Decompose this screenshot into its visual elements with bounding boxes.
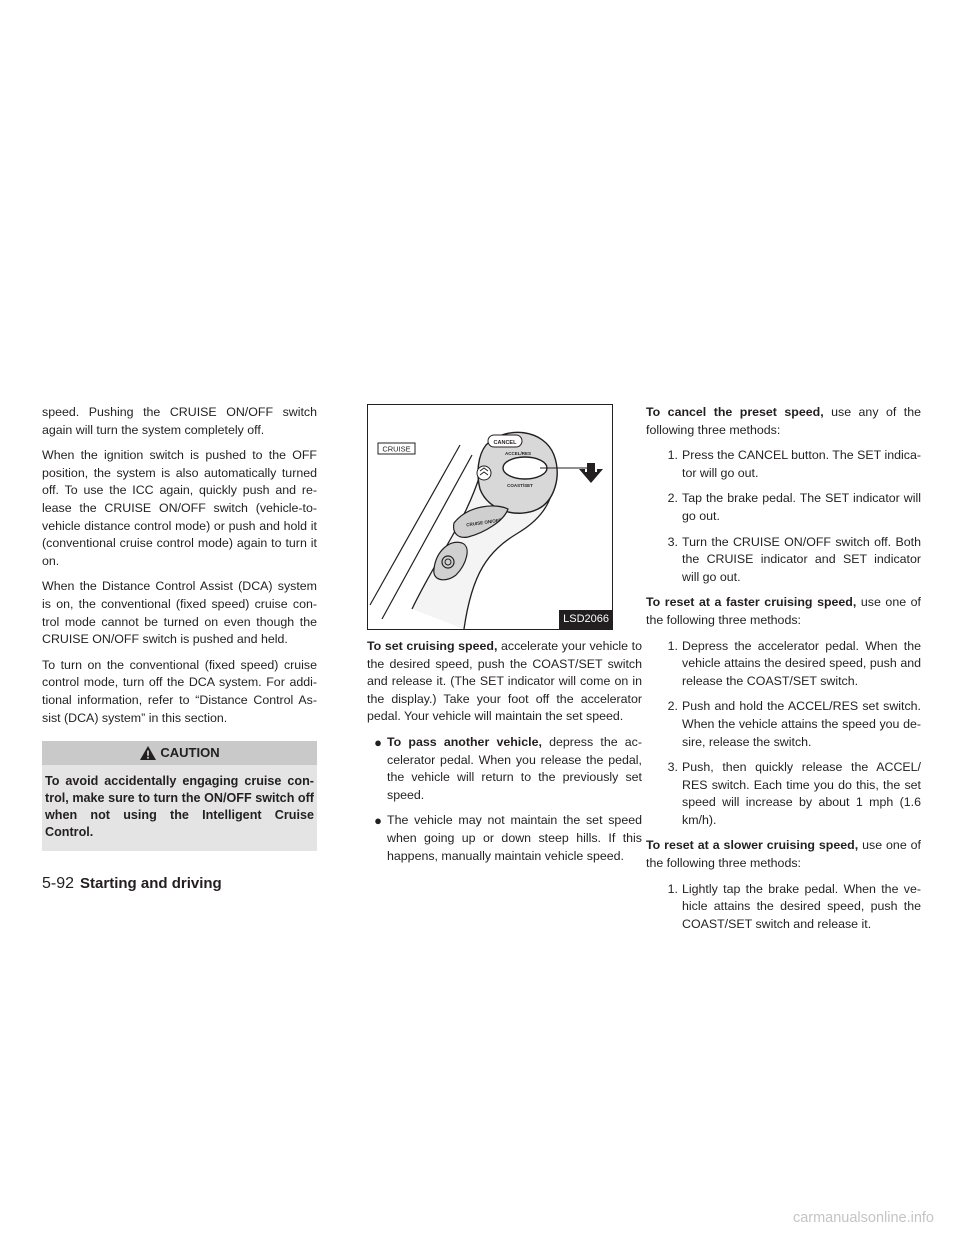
step-number: 2.	[667, 491, 678, 506]
caution-box	[42, 741, 317, 851]
caution-title: CAUTION	[160, 745, 220, 761]
slower-speed-lead: To reset at a slower cruising speed,	[646, 838, 859, 853]
faster-steps-list	[646, 638, 921, 830]
step-number: 3.	[667, 760, 678, 775]
step-text: Lightly tap the brake pedal. When the ve-hicle attains the desired speed, push the COAST/SET switch and release it.	[682, 881, 921, 931]
figure-id: LSD2066	[559, 610, 612, 629]
step-text: Push and hold the ACCEL/RES set switch. When the vehicle attains the speed you de-sire, release the switch.	[682, 699, 921, 749]
step-number: 1.	[667, 638, 678, 653]
watermark: carmanualsonline.info	[792, 1210, 934, 1226]
column-right	[646, 404, 921, 941]
slower-steps-list	[646, 881, 921, 934]
cancel-label: CANCEL	[493, 440, 517, 446]
list-item	[646, 534, 921, 587]
warning-icon	[139, 745, 157, 761]
paragraph: When the Distance Control Assist (DCA) system is on, the conventional (fixed speed) cruise con-trol mode cannot be turned on even though the CRUISE ON/OFF switch is pushed and held.	[42, 579, 317, 647]
cancel-steps-list	[646, 447, 921, 586]
bullet-dot-icon: ●	[374, 813, 382, 829]
cruise-onoff-label: CRUISE ON/OFF	[465, 517, 502, 528]
paragraph: When the ignition switch is pushed to the OFF position, the system is also automatically turned off. To use the ICC again, quickly push and re-lease the CRUISE ON/OFF switch (vehicle-to-vehicle distance control mode) or push and hold it (conventional cruise control mode) again to turn it on.	[42, 448, 317, 568]
list-item	[646, 698, 921, 751]
step-text: Press the CANCEL button. The SET indica-tor will go out.	[682, 448, 921, 480]
step-text: Tap the brake pedal. The SET indicator will go out.	[682, 491, 921, 523]
step-number: 2.	[667, 699, 678, 714]
cancel-speed-lead: To cancel the preset speed,	[646, 405, 824, 419]
step-number: 3.	[667, 534, 678, 549]
step-text: Push, then quickly release the ACCEL/ RES switch. Each time you do this, the set speed will increase by about 1 mph (1.6 km/h).	[682, 760, 921, 827]
page-number: 5-92	[42, 875, 75, 892]
paragraph	[646, 404, 921, 439]
slower-speed-text: use one of the following three methods:	[646, 838, 921, 871]
list-item	[646, 759, 921, 829]
bullet-item	[367, 812, 642, 865]
step-number: 1.	[667, 881, 678, 896]
paragraph	[367, 638, 642, 726]
list-item	[646, 490, 921, 525]
caution-text: To avoid accidentally engaging cruise con-trol, make sure to turn the ON/OFF switch off when not using the Intelligent Cruise Control.	[42, 765, 317, 851]
paragraph: speed. Pushing the CRUISE ON/OFF switch again will turn the system completely off.	[42, 405, 317, 437]
column-middle	[367, 404, 642, 873]
faster-speed-lead: To reset at a faster cruising speed,	[646, 595, 857, 610]
set-speed-text: accelerate your vehicle to the desired speed, push the COAST/SET switch and release it. (The SET indicator will come on in the display.) Take your foot off the accelerator pedal. Your vehicle will maintain the set speed.	[367, 639, 642, 724]
step-text: Turn the CRUISE ON/OFF switch off. Both the CRUISE indicator and SET indicator will go out.	[682, 534, 921, 584]
hill-note-text: The vehicle may not maintain the set speed when going up or down steep hills. If this happens, manually maintain vehicle speed.	[387, 813, 642, 863]
paragraph	[646, 837, 921, 872]
pass-vehicle-lead: To pass another vehicle,	[387, 734, 542, 749]
steering-wheel-illustration	[368, 405, 612, 629]
paragraph: To turn on the conventional (fixed speed) cruise control mode, turn off the DCA system. For addi-tional information, refer to “Distance Control As-sist (DCA) system” in this section.	[42, 657, 317, 725]
faster-speed-text: use one of the following three methods:	[646, 595, 921, 627]
cancel-speed-text: use any of the following three methods:	[646, 405, 921, 437]
step-number: 1.	[667, 448, 678, 463]
cruise-label: CRUISE	[382, 444, 411, 454]
bullet-item	[367, 734, 642, 804]
column-left	[42, 404, 317, 851]
set-speed-lead: To set cruising speed,	[367, 639, 498, 653]
caution-header	[42, 741, 317, 765]
step-text: Depress the accelerator pedal. When the vehicle attains the desired speed, push and release the COAST/SET switch.	[682, 638, 921, 688]
page-footer	[42, 875, 222, 893]
paragraph	[646, 594, 921, 629]
section-title: Starting and driving	[80, 875, 222, 892]
list-item	[646, 447, 921, 482]
list-item	[646, 638, 921, 691]
accel-res-label: ACCEL/RES	[504, 451, 532, 456]
pass-vehicle-text: depress the ac-celerator pedal. When you release the pedal, the vehicle will return to the previously set speed.	[387, 734, 642, 802]
list-item	[646, 881, 921, 934]
steering-switch-figure	[367, 404, 613, 630]
bullet-dot-icon: ●	[374, 734, 382, 750]
coast-set-label: COAST/SET	[507, 483, 533, 488]
